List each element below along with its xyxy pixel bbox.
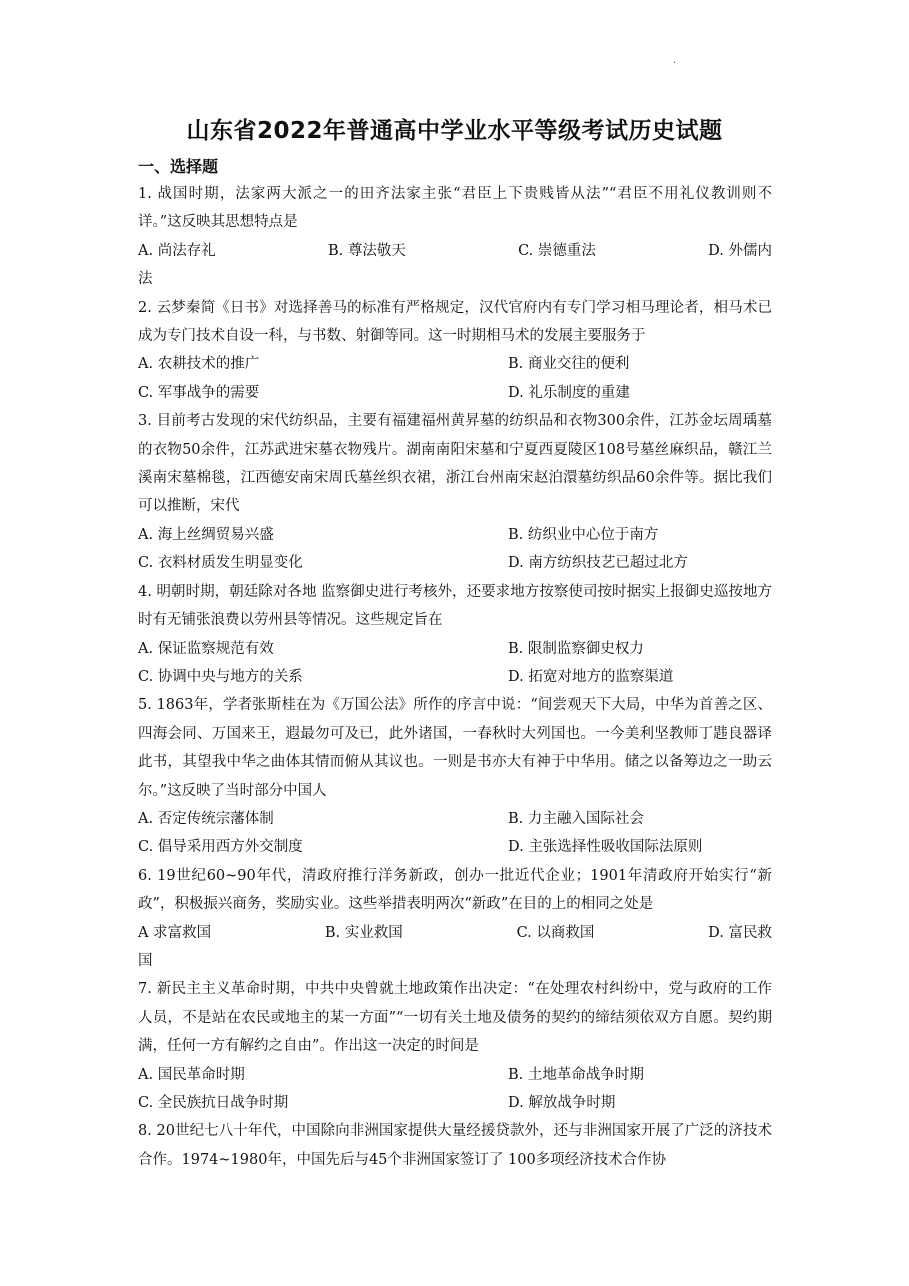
option-a: A. 农耕技术的推广 — [138, 356, 260, 373]
option-b: B. 土地革命战争时期 — [508, 1066, 644, 1083]
option-row — [138, 1089, 772, 1117]
question-stem: 2. 云梦秦简《日书》对选择善马的标准有严格规定，汉代官府内有专门学习相马理论者，相马术已成为专门技术自设一科，与书数、射御等同。这一时期相马术的发展主要服务于 — [138, 299, 772, 345]
option-row — [138, 1061, 772, 1089]
option-d: D. 主张选择性吸收国际法原则 — [508, 839, 703, 856]
option-d: D. 外儒内 — [708, 242, 772, 259]
option-a: A. 保证监察规范有效 — [138, 640, 274, 657]
question-stem: 1. 战国时期，法家两大派之一的田齐法家主张“君臣上下贵贱皆从法”“君臣不用礼仪教训则不详。”这反映其思想特点是 — [138, 186, 772, 231]
option-c: C. 全民族抗日战争时期 — [138, 1095, 289, 1111]
option-row — [138, 237, 772, 265]
option-row — [138, 919, 772, 947]
option-row — [138, 549, 772, 577]
option-c: C. 以商救国 — [516, 924, 595, 941]
option-a: A. 尚法存礼 — [138, 242, 216, 259]
option-c: C. 协调中央与地方的关系 — [138, 668, 303, 685]
question-list — [138, 180, 772, 1174]
option-row — [138, 663, 772, 691]
question-stem: 5. 1863年，学者张斯桂在为《万国公法》所作的序言中说：“间尝观天下大局，中华为首善之区、四海会同、万国来王，遐最勿可及已，此外诸国，一春秋时大列国也。一今美利坚教师丁韪良器译此书，其望我中华之曲体其情而俯从其议也。一则是书亦大有神于中华用。储之以备筹边之一助云尔。”这反映了当时部分中国人 — [138, 697, 772, 799]
option-a: A. 海上丝绸贸易兴盛 — [138, 526, 274, 543]
option-row — [138, 350, 772, 378]
question-7 — [138, 975, 772, 1117]
option-d: D. 拓宽对地方的监察渠道 — [508, 668, 674, 685]
question-stem: 3. 目前考古发现的宋代纺织品，主要有福建福州黄昇墓的纺织品和衣物300余件，江苏金坛周瑀墓的衣物50余件，江苏武进宋墓衣物残片。湖南南阳宋墓和宁夏西夏陵区108号墓丝麻织品，赣江兰溪南宋墓棉毯，江西德安南宋周氏墓丝织衣裙，浙江台州南宋赵泊澴墓纺织品60余件等。据比我们可以推断，宋代 — [138, 413, 772, 515]
question-5 — [138, 691, 772, 861]
option-c: C. 倡导采用西方外交制度 — [138, 839, 303, 856]
option-wrap: 国 — [138, 952, 153, 969]
option-b: B. 力主融入国际社会 — [508, 810, 644, 827]
option-c: C. 崇德重法 — [518, 242, 596, 259]
question-4 — [138, 578, 772, 692]
option-a: A 求富救国 — [138, 924, 212, 941]
option-d: D. 南方纺织技艺已超过北方 — [508, 555, 688, 572]
option-d: D. 礼乐制度的重建 — [508, 384, 630, 401]
option-c: C. 军事战争的需要 — [138, 384, 260, 401]
question-6 — [138, 862, 772, 976]
question-2 — [138, 294, 772, 408]
option-a: A. 否定传统宗藩体制 — [138, 810, 274, 827]
option-b: B. 限制监察御史权力 — [508, 640, 644, 657]
question-stem: 6. 19世纪60~90年代，清政府推行洋务新政，创办一批近代企业；1901年清政府开始实行“新政”，积极振兴商务，奖励实业。这些举措表明两次“新政”在目的上的相同之处是 — [138, 867, 772, 913]
option-row — [138, 521, 772, 549]
option-d: D. 富民救 — [708, 924, 772, 941]
option-wrap: 法 — [138, 271, 153, 288]
question-8 — [138, 1117, 772, 1174]
corner-dot: · — [673, 58, 677, 69]
option-row — [138, 379, 772, 407]
option-b: B. 尊法敬天 — [327, 242, 406, 259]
option-b: B. 纺织业中心位于南方 — [508, 526, 659, 543]
question-stem: 7. 新民主主义革命时期，中共中央曾就土地政策作出决定：“在处理农村纠纷中，党与政府的工作人员，不是站在农民或地主的某一方面”“一切有关土地及债务的契约的缔结须依双方自愿。契约期满，任何一方有解约之自由”。作出这一决定的时间是 — [138, 981, 772, 1055]
option-d: D. 解放战争时期 — [508, 1095, 616, 1111]
option-b: B. 商业交往的便利 — [508, 356, 630, 373]
question-1 — [138, 180, 772, 294]
option-a: A. 国民革命时期 — [138, 1066, 245, 1083]
option-row — [138, 635, 772, 663]
question-3 — [138, 407, 772, 577]
question-stem: 4. 明朝时期，朝廷除对各地 监察御史进行考核外，还要求地方按察使司按时据实上报御史巡按地方时有无铺张浪费以劳州县等情况。这些规定旨在 — [138, 583, 772, 629]
page-title: 山东省2022年普通高中学业水平等级考试历史试题 — [186, 118, 723, 144]
option-c: C. 衣料材质发生明显变化 — [138, 555, 303, 572]
question-stem: 8. 20世纪七八十年代，中国除向非洲国家提供大量经援贷款外，还与非洲国家开展了广泛的济技术合作。1974~1980年，中国先后与45个非洲国家签订了 100多项经济技术合作协 — [138, 1123, 772, 1168]
option-b: B. 实业救国 — [324, 924, 403, 941]
option-row — [138, 805, 772, 833]
section-heading: 一、选择题 — [138, 157, 219, 176]
option-row — [138, 833, 772, 861]
